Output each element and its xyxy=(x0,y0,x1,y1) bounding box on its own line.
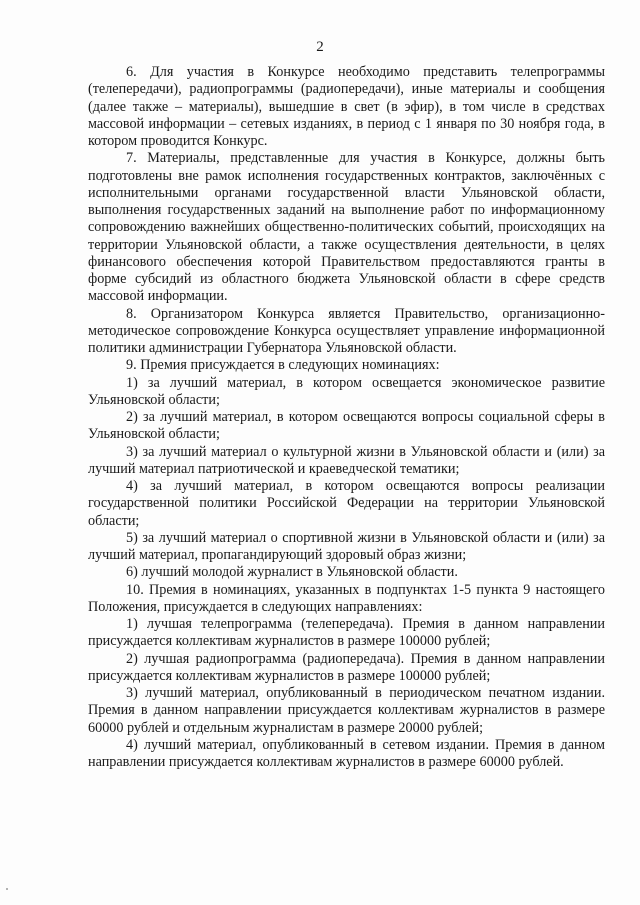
paragraph-item-10: 10. Премия в номинациях, указанных в подпунктах 1-5 пункта 9 настоящего Положения, присуждается в следующих направлениях: xyxy=(88,581,605,615)
nomination-3: 3) за лучший материал о культурной жизни в Ульяновской области и (или) за лучший материал патриотической и краеведческой тематики; xyxy=(88,443,605,477)
scan-dot xyxy=(6,888,8,890)
paragraph-item-9: 9. Премия присуждается в следующих номинациях: xyxy=(126,357,440,374)
nomination-4: 4) за лучший материал, в котором освещаются вопросы реализации государственной политики Российской Федерации на территории Ульяновской области; xyxy=(88,478,605,529)
paragraph-item-6: 6. Для участия в Конкурсе необходимо представить телепрограммы (телепередачи), радиопрограммы (радиопередачи), иные материалы и сообщения (далее также – материалы), вышедшие в свет (в эфир), в том числе в средствах массовой информации – сетевых изданиях, в период с 1 января по 30 ноября года, в котором проводится Конкурс. xyxy=(88,64,605,149)
nomination-6: 6) лучший молодой журналист в Ульяновской области. xyxy=(126,564,458,581)
direction-2: 2) лучшая радиопрограмма (радиопередача). Премия в данном направлении присуждается коллективам журналистов в размере 100000 рублей; xyxy=(88,650,605,684)
direction-1: 1) лучшая телепрограмма (телепередача). Премия в данном направлении присуждается коллективам журналистов в размере 100000 рублей; xyxy=(88,616,605,650)
nomination-1: 1) за лучший материал, в котором освещается экономическое развитие Ульяновской области; xyxy=(88,374,605,408)
direction-4: 4) лучший материал, опубликованный в сетевом издании. Премия в данном направлении присуждается коллективам журналистов в размере 60000 рублей. xyxy=(88,736,605,770)
page-number: 2 xyxy=(316,39,324,55)
paragraph-item-7: 7. Материалы, представленные для участия в Конкурсе, должны быть подготовлены вне рамок исполнения государственных контрактов, заключённых с исполнительными органами государственной власти Ульяновской области, выполнения государственных заданий на выполнение работ по информационному сопровождению важнейших общественно-политических событий, происходящих на территории Ульяновской области, а также осуществления деятельности, в целях финансового обеспечения которой Правительством предоставляются гранты в форме субсидий из областного бюджета Ульяновской области в сфере средств массовой информации. xyxy=(88,150,605,305)
nomination-5: 5) за лучший материал о спортивной жизни в Ульяновской области и (или) за лучший материал, пропагандирующий здоровый образ жизни; xyxy=(88,529,605,563)
direction-3: 3) лучший материал, опубликованный в периодическом печатном издании. Премия в данном направлении присуждается коллективам журналистов в размере 60000 рублей и отдельным журналистам в размере 20000 рублей; xyxy=(88,685,605,736)
paragraph-item-8: 8. Организатором Конкурса является Правительство, организационно-методическое сопровождение Конкурса осуществляет управление информационной политики администрации Губернатора Ульяновской области. xyxy=(88,305,605,356)
nomination-2: 2) за лучший материал, в котором освещаются вопросы социальной сферы в Ульяновской области; xyxy=(88,409,605,443)
document-body xyxy=(88,64,605,771)
